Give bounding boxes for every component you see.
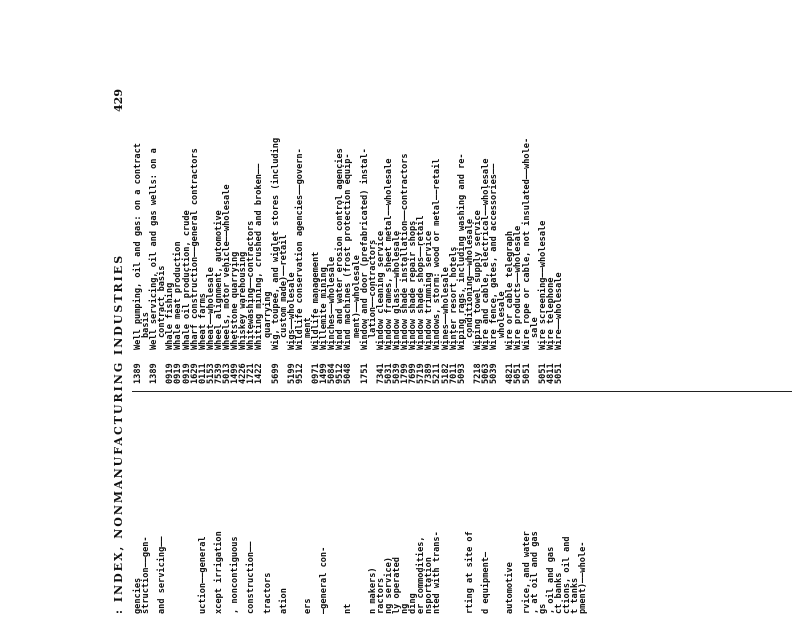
industry-name: Wheel alignment, automotive [213, 210, 224, 350]
sic-code: 1389 [133, 363, 143, 384]
entry-text: rting at site of [464, 531, 475, 614]
entry-text: rvice, and water [521, 531, 532, 614]
industry-name: ment [302, 317, 313, 338]
industry-name: Wire fence, gates, and accessories—— [489, 163, 500, 350]
industry-name: Wire or cable telegraph [505, 231, 516, 350]
rotated-page-content [110, 89, 800, 614]
left-entry [247, 399, 255, 614]
entry-text: ation [278, 588, 289, 614]
industry-name: Wire screening——wholesale [537, 220, 548, 350]
industry-name: Window cleaning service [375, 231, 386, 350]
right-column [134, 84, 563, 384]
left-entry [490, 399, 498, 614]
sic-code: 5182 [440, 363, 451, 384]
sic-code: 9512 [335, 363, 346, 384]
industry-name: Winter resort hotels [448, 246, 459, 350]
industry-name: wholesale [497, 291, 508, 338]
industry-name: Whale fishing [165, 282, 176, 350]
industry-name: Wines——wholesale [440, 267, 451, 350]
industry-name: Whitewashing——contractors [246, 220, 257, 350]
industry-name: Whale meat production [173, 241, 184, 350]
entry-text: uction——general [197, 536, 208, 614]
industry-name: quarrying [262, 291, 273, 338]
industry-name: contract basis [157, 265, 168, 338]
index-entry [255, 84, 263, 384]
industry-name: Whale oil production, crude [181, 210, 192, 350]
entry-text: nted with trans- [432, 531, 443, 614]
sic-code: 7389 [424, 363, 435, 384]
sic-code: 5093 [456, 363, 467, 384]
left-entry [142, 399, 150, 614]
index-entry [150, 84, 158, 384]
entry-text: ers [302, 598, 313, 614]
running-title: : INDEX, NONMANUFACTURING INDUSTRIES [112, 253, 125, 614]
page-header [110, 89, 130, 614]
sic-code: 5048 [343, 363, 354, 384]
sic-code: 5039 [489, 363, 500, 384]
sic-code: 7699 [408, 363, 419, 384]
left-entry [579, 399, 587, 614]
sic-code: 1721 [246, 363, 257, 384]
industry-name: Wheels, motor vehicle——wholesale [222, 184, 233, 350]
entry-text: , noncontiguous [230, 536, 241, 614]
left-entry [433, 399, 441, 614]
left-entry [288, 399, 296, 614]
left-entry [166, 399, 174, 614]
sic-code: 7539 [213, 363, 224, 384]
sic-code: 9512 [294, 363, 305, 384]
industry-name: Well servicing, oil and gas wells: on a [149, 148, 160, 350]
industry-name: Wiping rags, including washing and re- [456, 153, 467, 350]
entry-text: nsportation [424, 557, 435, 614]
industry-name: Wire——wholesale [553, 272, 564, 350]
industry-name: Wire products——wholesale [513, 225, 524, 350]
sic-code: 1751 [359, 363, 370, 384]
sic-code: 1499 [230, 363, 241, 384]
left-entry [231, 399, 239, 614]
left-entry [320, 399, 328, 614]
industry-name: lation——contractors [367, 239, 378, 338]
entry-text: and servicing—— [157, 536, 168, 614]
sic-code: 5051 [521, 363, 532, 384]
sic-code: 4821 [505, 363, 516, 384]
entry-text: automotive [505, 562, 516, 614]
industry-name: Wire telephone [545, 277, 556, 350]
left-entry [482, 399, 490, 614]
sic-code: 5051 [513, 363, 524, 384]
industry-name: basis [141, 312, 152, 338]
page-number: 429 [112, 89, 125, 112]
industry-name: Whetstone quarrying [230, 251, 241, 350]
left-entry [158, 399, 166, 614]
industry-name: Wiping towel supply service [472, 210, 483, 350]
sic-code: 1499 [319, 363, 330, 384]
index-entry [555, 84, 563, 384]
industry-name: sale [529, 317, 540, 338]
entry-text: ly operated [392, 557, 402, 614]
left-entry [280, 399, 288, 614]
left-entry [393, 399, 401, 614]
entry-text: n makers) [367, 567, 378, 614]
index-entry [361, 84, 369, 384]
entry-text: ct banks [553, 572, 564, 614]
industry-name: Window shade installation——contractors [400, 153, 411, 350]
index-entry [523, 84, 531, 384]
index-entry [344, 84, 352, 384]
left-entry [272, 399, 280, 614]
entry-text: —general con- [319, 546, 330, 614]
left-entry [336, 399, 344, 614]
left-entry [450, 399, 458, 614]
sic-code: 4226 [238, 363, 249, 384]
sic-code: 7011 [448, 363, 459, 384]
sic-code: 0919 [165, 363, 176, 384]
sic-code: 5063 [481, 363, 492, 384]
industry-name: Window and door (prefabricated) instal- [359, 148, 370, 350]
industry-name: ment)——wholesale [351, 255, 362, 338]
sic-code: 0111 [197, 363, 208, 384]
industry-name: Wharf construction——general contractors [189, 148, 200, 350]
entry-text: ctions, oil and [561, 536, 572, 614]
left-entry [466, 399, 474, 614]
entry-text: construction—— [246, 541, 257, 614]
industry-name: Wig, toupee, and wiglet stores (including [270, 137, 281, 350]
index-entry [296, 84, 304, 384]
sic-code: 5013 [222, 363, 233, 384]
industry-name: Wildlife conservation agencies——govern- [294, 148, 305, 350]
left-entry [304, 399, 312, 614]
entry-text: tractors [262, 572, 273, 614]
left-column [134, 399, 587, 614]
sic-code: 5719 [416, 363, 427, 384]
sic-code: 1799 [400, 363, 411, 384]
industry-name: Window frames, sheet metal——wholesale [383, 158, 394, 350]
sic-code: 5211 [432, 363, 443, 384]
index-entry [134, 84, 142, 384]
industry-name: Winches——wholesale [327, 256, 338, 350]
left-entry [264, 399, 272, 614]
left-entry [401, 399, 409, 614]
industry-name: Window shade repair shops [408, 220, 419, 350]
industry-name: Windows, storm: wood or metal——retail [432, 158, 443, 350]
sic-code: 5699 [270, 363, 281, 384]
industry-name: conditioning——wholesale [464, 219, 475, 338]
sic-code: 0919 [181, 363, 192, 384]
entry-text: pment)——whole- [578, 541, 589, 614]
entry-text: struction——gen- [141, 536, 152, 614]
entry-text: gencies [133, 577, 143, 614]
sic-code: 7341 [375, 363, 386, 384]
sic-code: 7218 [472, 363, 483, 384]
sic-code: 5039 [392, 363, 402, 384]
entry-text: , at oil and gas [529, 531, 540, 614]
left-entry [344, 399, 352, 614]
industry-name: Whiting mining, crushed and broken—— [254, 163, 265, 350]
sic-code: 1629 [189, 363, 200, 384]
industry-name: Window shade shops——retail [416, 215, 427, 350]
sic-code: 5051 [553, 363, 564, 384]
entry-text: ng service) [383, 557, 394, 614]
industry-name: Wire rope or cable, not insulated——whole- [521, 137, 532, 350]
sic-code: 0971 [311, 363, 322, 384]
industry-name: Wheat——wholesale [205, 267, 216, 350]
entry-text: ractors [375, 577, 386, 614]
industry-name: Wildlife management [311, 251, 322, 350]
entry-text: ng [400, 603, 411, 614]
industry-name: Well pumping, oil and gas: on a contract [133, 143, 143, 350]
left-entry [296, 399, 304, 614]
industry-name: Window trimming service [424, 231, 435, 350]
industry-name: custom made)——retail [278, 234, 289, 338]
left-entry [506, 399, 514, 614]
entry-text: xcept irrigation [213, 531, 224, 614]
entry-text: er commodities, [416, 536, 427, 614]
sic-code: 5031 [383, 363, 394, 384]
entry-text: , oil and gas [545, 546, 556, 614]
sic-code: 4811 [545, 363, 556, 384]
entry-text: ding [408, 593, 419, 614]
left-entry [183, 399, 191, 614]
sic-code: 5051 [537, 363, 548, 384]
entry-text: gs [537, 603, 548, 614]
industry-name: Wind machines (frost protection equip- [343, 153, 354, 350]
left-entry [442, 399, 450, 614]
left-entry [328, 399, 336, 614]
left-entry [531, 399, 539, 614]
sic-code: 1422 [254, 363, 265, 384]
column-divider [132, 391, 792, 392]
industry-name: Whiskey warehousing [238, 251, 249, 350]
sic-code: 5153 [205, 363, 216, 384]
sic-code: 1389 [149, 363, 160, 384]
left-entry [353, 399, 361, 614]
entry-text: d equipment— [481, 551, 492, 614]
left-entry [174, 399, 182, 614]
industry-name: Wheat farms [197, 293, 208, 350]
sic-code: 5084 [327, 363, 338, 384]
index-entry [490, 84, 498, 384]
industry-name: Wind and water erosion control agencies [335, 148, 346, 350]
sic-code: 0919 [173, 363, 184, 384]
left-entry [215, 399, 223, 614]
industry-name: Willemite mining [319, 267, 330, 350]
industry-name: Wigs——wholesale [286, 272, 297, 350]
industry-name: Window glass——wholesale [392, 231, 402, 350]
entry-text: t tanks [570, 577, 581, 614]
industry-name: Wire and cable, electrical——wholesale [481, 158, 492, 350]
left-entry [199, 399, 207, 614]
sic-code: 5199 [286, 363, 297, 384]
entry-text: nt [343, 603, 354, 614]
